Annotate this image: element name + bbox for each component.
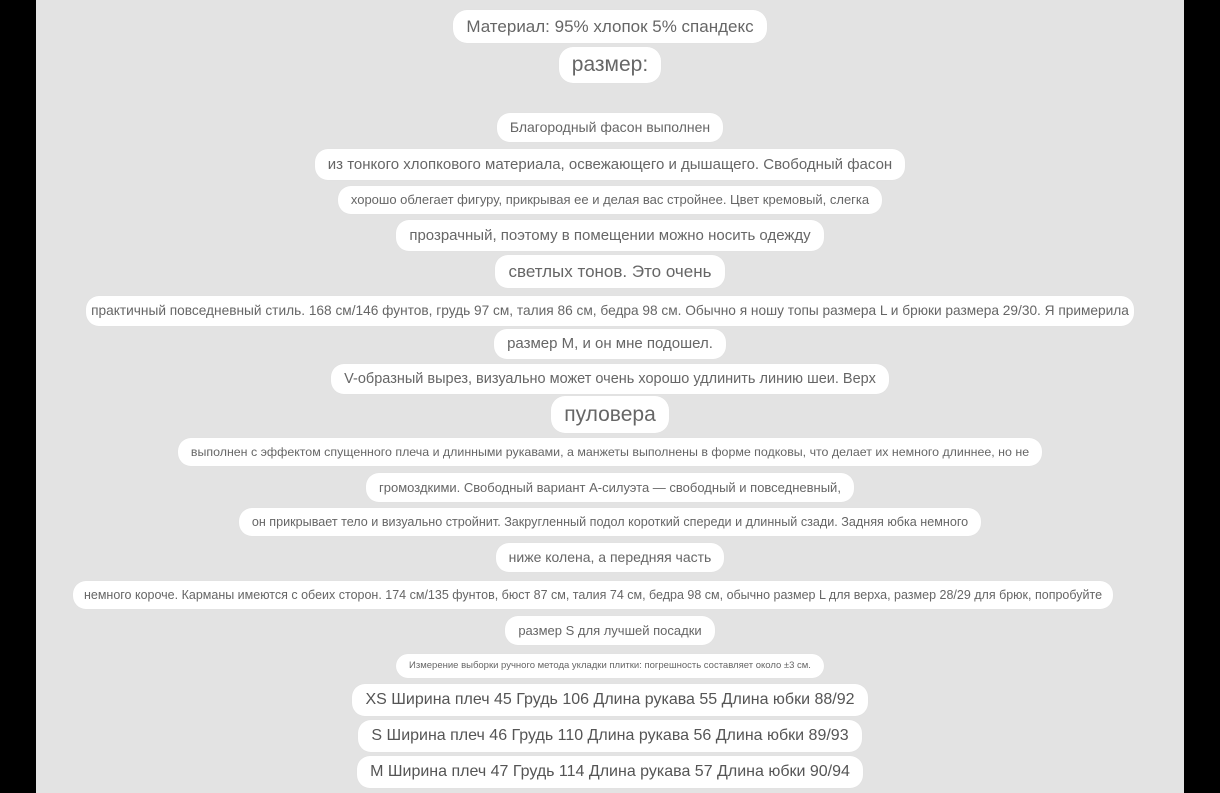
description-line-8: V-образный вырез, визуально может очень хорошо удлинить линию шеи. Верх <box>331 364 889 394</box>
description-line-5-row <box>36 255 1184 288</box>
description-line-11-row <box>36 473 1184 502</box>
description-line-6: практичный повседневный стиль. 168 см/146 фунтов, грудь 97 см, талия 86 см, бедра 98 см. Обычно я ношу топы размера L и брюки размера 29/30. Я примерила <box>86 296 1134 326</box>
size-heading-row <box>36 47 1184 83</box>
description-line-15-row <box>36 616 1184 645</box>
size-xs-measurements: XS Ширина плеч 45 Грудь 106 Длина рукава 55 Длина юбки 88/92 <box>352 684 867 716</box>
description-line-10: выполнен с эффектом спущенного плеча и длинными рукавами, а манжеты выполнены в форме подковы, что делает их немного длиннее, но не <box>178 438 1042 466</box>
description-line-15: размер S для лучшей посадки <box>505 616 714 645</box>
description-line-14-row <box>36 581 1184 609</box>
size-s-measurements: S Ширина плеч 46 Грудь 110 Длина рукава 56 Длина юбки 89/93 <box>358 720 861 752</box>
description-line-4: прозрачный, поэтому в помещении можно носить одежду <box>396 220 823 251</box>
description-line-7-row <box>36 329 1184 359</box>
description-line-2-row <box>36 149 1184 180</box>
size-row-xs <box>36 684 1184 716</box>
description-line-4-row <box>36 220 1184 251</box>
size-m-measurements: M Ширина плеч 47 Грудь 114 Длина рукава 57 Длина юбки 90/94 <box>357 756 863 788</box>
size-row-s <box>36 720 1184 752</box>
material-line: Материал: 95% хлопок 5% спандекс <box>453 10 766 43</box>
product-description-image <box>36 0 1184 793</box>
description-line-12-row <box>36 508 1184 536</box>
description-line-3: хорошо облегает фигуру, прикрывая ее и делая вас стройнее. Цвет кремовый, слегка <box>338 186 882 214</box>
description-line-5: светлых тонов. Это очень <box>495 255 724 288</box>
description-line-9: пуловера <box>551 396 669 433</box>
description-line-11: громоздкими. Свободный вариант А-силуэта — свободный и повседневный, <box>366 473 854 502</box>
measurement-note-row <box>36 654 1184 678</box>
material-line-row <box>36 10 1184 43</box>
description-line-10-row <box>36 438 1184 466</box>
description-line-13-row <box>36 543 1184 572</box>
description-line-13: ниже колена, а передняя часть <box>496 543 725 572</box>
measurement-note: Измерение выборки ручного метода укладки плитки: погрешность составляет около ±3 см. <box>396 654 824 678</box>
description-line-2: из тонкого хлопкового материала, освежающего и дышащего. Свободный фасон <box>315 149 905 180</box>
description-line-7: размер M, и он мне подошел. <box>494 329 726 359</box>
description-line-1-row <box>36 113 1184 142</box>
description-line-6-row <box>36 296 1184 326</box>
size-row-m <box>36 756 1184 788</box>
description-line-9-row <box>36 396 1184 433</box>
description-line-3-row <box>36 186 1184 214</box>
description-line-8-row <box>36 364 1184 394</box>
description-line-1: Благородный фасон выполнен <box>497 113 723 142</box>
description-line-12: он прикрывает тело и визуально стройнит. Закругленный подол короткий спереди и длинный сзади. Задняя юбка немного <box>239 508 981 536</box>
description-line-14: немного короче. Карманы имеются с обеих сторон. 174 см/135 фунтов, бюст 87 см, талия 74 см, бедра 98 см, обычно размер L для верха, размер 28/29 для брюк, попробуйте <box>73 581 1113 609</box>
size-heading: размер: <box>559 47 661 83</box>
